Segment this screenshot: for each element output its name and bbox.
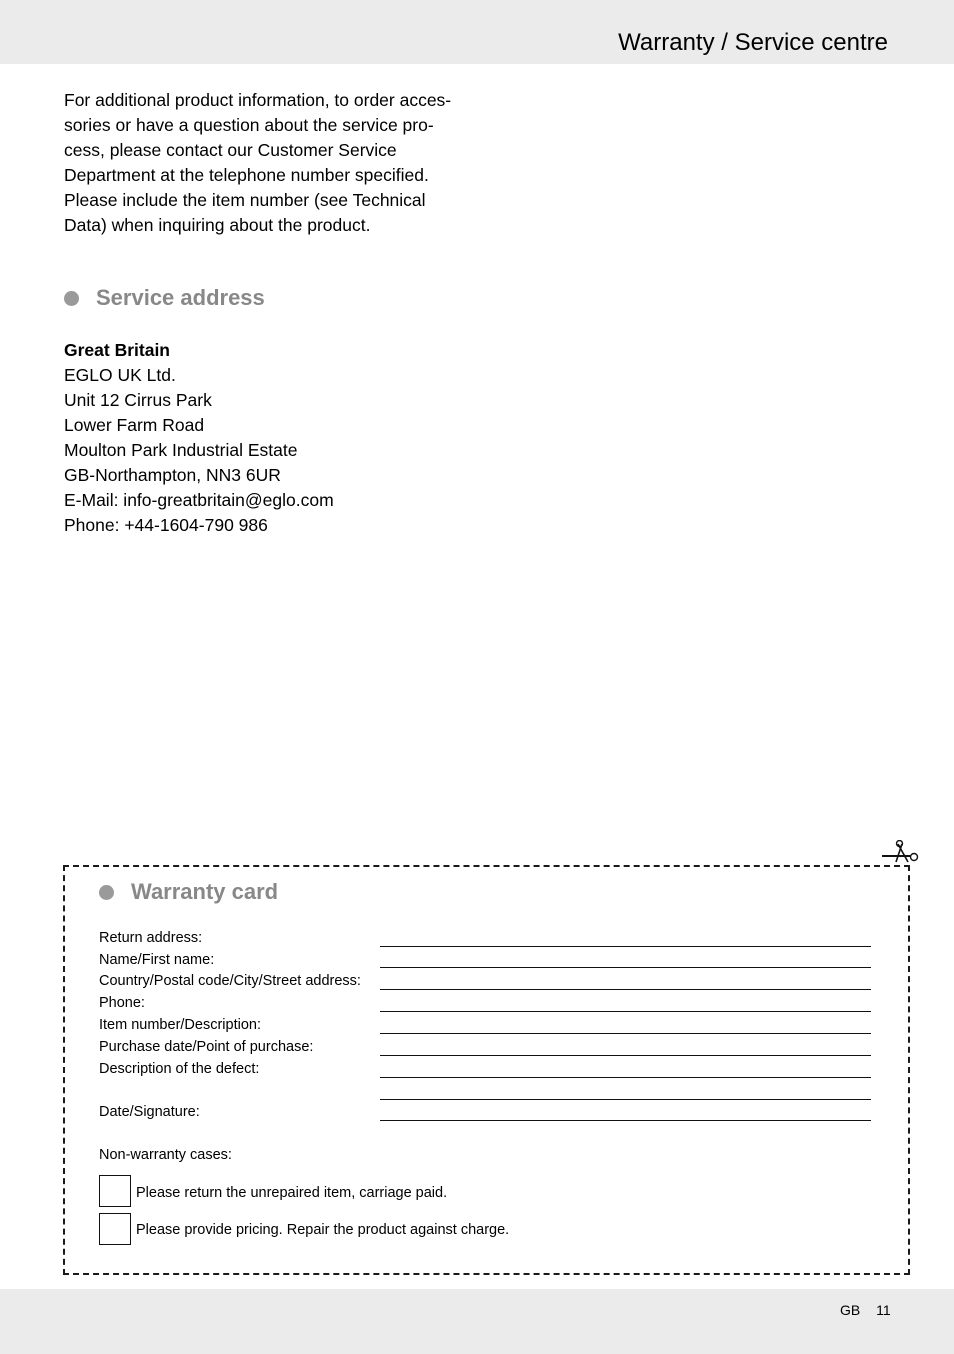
service-address-heading-label: Service address xyxy=(96,285,265,310)
return-unrepaired-label: Please return the unrepaired item, carriage paid. xyxy=(136,1185,448,1201)
address-phone: Phone: +44-1604-790 986 xyxy=(64,515,268,535)
footer-band xyxy=(0,1289,954,1354)
field-label-signature: Date/Signature: xyxy=(99,1104,200,1120)
warranty-card-heading-label: Warranty card xyxy=(131,879,279,904)
phone-field[interactable] xyxy=(380,1011,871,1012)
provide-pricing-checkbox[interactable] xyxy=(99,1213,131,1245)
service-address-block xyxy=(64,338,334,538)
address-line: EGLO UK Ltd. xyxy=(64,365,176,385)
page-number: GB 11 xyxy=(840,1302,891,1318)
field-label-item: Item number/Description: xyxy=(99,1017,261,1033)
provide-pricing-label: Please provide pricing. Repair the product against charge. xyxy=(136,1222,510,1238)
page-title: Warranty / Service centre xyxy=(618,29,888,56)
name-field[interactable] xyxy=(380,967,871,968)
bullet-icon xyxy=(64,291,79,306)
address-email: E-Mail: info-greatbritain@eglo.com xyxy=(64,490,334,510)
return-address-field[interactable] xyxy=(380,946,871,947)
defect-field-line-2[interactable] xyxy=(380,1099,871,1100)
address-line: GB-Northampton, NN3 6UR xyxy=(64,465,281,485)
field-label-purchase: Purchase date/Point of purchase: xyxy=(99,1039,314,1055)
defect-field[interactable] xyxy=(380,1077,871,1078)
intro-paragraph: For additional product information, to order acces- sories or have a question about the service pro- cess, please contact our Customer Service Department at the telephone number specified. Please include the item number (see Technical Data) when inquiring about the product. xyxy=(64,90,452,235)
field-label-name: Name/First name: xyxy=(99,952,215,968)
bullet-icon xyxy=(99,885,114,900)
service-address-heading xyxy=(64,284,265,312)
address-line: Lower Farm Road xyxy=(64,415,205,435)
item-field[interactable] xyxy=(380,1033,871,1034)
address-line: Moulton Park Industrial Estate xyxy=(64,440,298,460)
warranty-card-heading xyxy=(99,878,278,906)
address-country: Great Britain xyxy=(64,340,170,360)
scissors-icon xyxy=(880,840,920,870)
address-line: Unit 12 Cirrus Park xyxy=(64,390,212,410)
signature-field[interactable] xyxy=(380,1120,871,1121)
field-label-address: Country/Postal code/City/Street address: xyxy=(99,973,361,989)
purchase-field[interactable] xyxy=(380,1055,871,1056)
address-field[interactable] xyxy=(380,989,871,990)
field-label-return-address: Return address: xyxy=(99,930,203,946)
non-warranty-label: Non-warranty cases: xyxy=(99,1147,232,1163)
field-label-defect: Description of the defect: xyxy=(99,1061,260,1077)
return-unrepaired-checkbox[interactable] xyxy=(99,1175,131,1207)
field-label-phone: Phone: xyxy=(99,995,145,1011)
